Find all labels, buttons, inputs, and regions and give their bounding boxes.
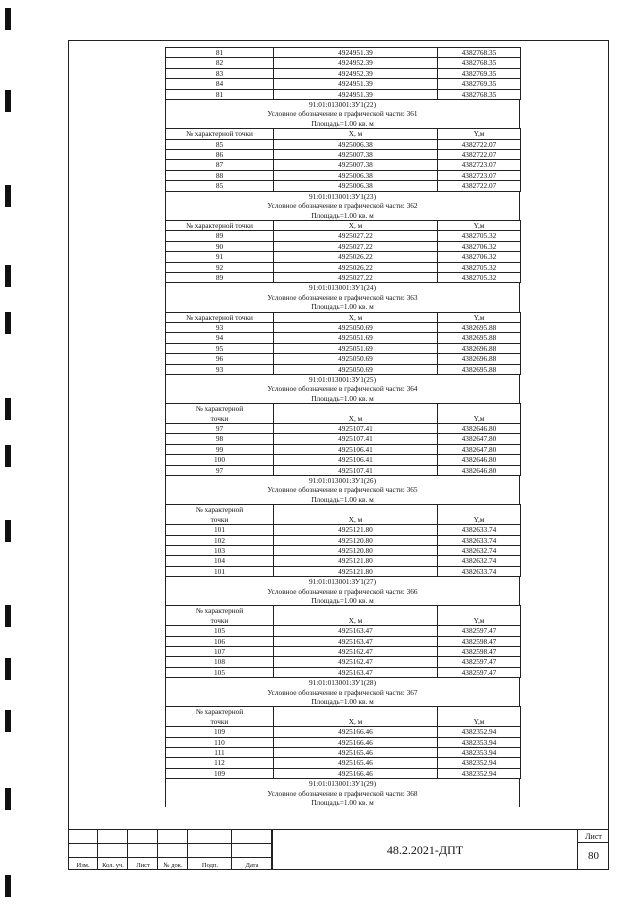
y-value: 4382696.88	[438, 354, 521, 364]
section-area: Площадь=1.00 кв. м	[165, 302, 520, 311]
point-number: 89	[166, 231, 274, 241]
header-point: № характерной точки	[166, 312, 274, 322]
section-legend: Условное обозначение в графической части: 366	[165, 587, 520, 596]
x-value: 4924952.39	[274, 68, 438, 78]
header-y: Y,м	[438, 129, 521, 139]
x-value: 4925027.22	[274, 241, 438, 251]
stamp-label-doc: № док.	[163, 862, 183, 869]
section-id: 91:01:013001:ЗУ1(27)	[165, 577, 520, 586]
section-area: Площадь=1.00 кв. м	[165, 798, 520, 807]
y-value: 4382632.74	[438, 545, 521, 555]
header-x: X, м	[274, 404, 438, 424]
x-value: 4925026.22	[274, 252, 438, 262]
point-number: 87	[166, 160, 274, 170]
binder-mark	[5, 398, 11, 420]
point-number: 101	[166, 525, 274, 535]
stamp-line	[68, 857, 272, 858]
header-point-line1: № характерной	[195, 505, 244, 515]
header-x: X, м	[274, 129, 438, 139]
point-number: 103	[166, 545, 274, 555]
y-value: 4382722.07	[438, 150, 521, 160]
y-value: 4382646.80	[438, 465, 521, 475]
table-row	[166, 424, 521, 434]
table-row	[166, 465, 521, 475]
table-header	[166, 312, 521, 322]
table-row	[166, 566, 521, 576]
y-value: 4382705.32	[438, 262, 521, 272]
point-number: 96	[166, 354, 274, 364]
y-value: 4382705.32	[438, 231, 521, 241]
y-value: 4382597.47	[438, 626, 521, 636]
header-y: Y,м	[438, 505, 521, 525]
y-value: 4382353.94	[438, 748, 521, 758]
x-value: 4925163.47	[274, 626, 438, 636]
y-value: 4382598.47	[438, 646, 521, 656]
y-value: 4382769.35	[438, 79, 521, 89]
x-value: 4925050.69	[274, 322, 438, 332]
table-row	[166, 58, 521, 68]
y-value: 4382352.94	[438, 758, 521, 768]
table-row	[166, 667, 521, 677]
point-number: 104	[166, 556, 274, 566]
x-value: 4925166.46	[274, 768, 438, 778]
y-value: 4382768.35	[438, 89, 521, 99]
sheet-number: 80	[588, 850, 599, 862]
header-x: X, м	[274, 606, 438, 626]
x-value: 4925166.46	[274, 737, 438, 747]
x-value: 4925121.80	[274, 566, 438, 576]
y-value: 4382768.35	[438, 48, 521, 58]
table-row	[166, 535, 521, 545]
table-row	[166, 89, 521, 99]
point-number: 81	[166, 48, 274, 58]
header-point	[166, 505, 274, 525]
table-row	[166, 241, 521, 251]
header-point-line2: точки	[210, 716, 229, 726]
x-value: 4925050.69	[274, 364, 438, 374]
x-value: 4925006.38	[274, 139, 438, 149]
x-value: 4924951.39	[274, 89, 438, 99]
table-row	[166, 636, 521, 646]
x-value: 4925027.22	[274, 231, 438, 241]
binder-mark	[5, 658, 11, 680]
y-value: 4382695.88	[438, 364, 521, 374]
table-row	[166, 556, 521, 566]
section-area: Площадь=1.00 кв. м	[165, 495, 520, 504]
point-number: 105	[166, 667, 274, 677]
binder-mark	[5, 875, 11, 897]
header-point: № характерной точки	[166, 129, 274, 139]
point-number: 109	[166, 727, 274, 737]
y-value: 4382768.35	[438, 58, 521, 68]
x-value: 4925121.80	[274, 556, 438, 566]
table-row	[166, 79, 521, 89]
table-row	[166, 343, 521, 353]
point-number: 91	[166, 252, 274, 262]
header-point-line2: точки	[210, 514, 229, 524]
x-value: 4925051.69	[274, 333, 438, 343]
point-number: 108	[166, 657, 274, 667]
point-number: 86	[166, 150, 274, 160]
y-value: 4382633.74	[438, 525, 521, 535]
coordinates-table	[165, 706, 521, 779]
table-row	[166, 252, 521, 262]
x-value: 4925121.80	[274, 525, 438, 535]
point-number: 101	[166, 566, 274, 576]
y-value: 4382647.80	[438, 444, 521, 454]
header-point-line1: № характерной	[195, 707, 244, 717]
header-point-line2: точки	[210, 615, 229, 625]
stamp-label-list: Лист	[136, 862, 150, 869]
x-value: 4925051.69	[274, 343, 438, 353]
point-number: 95	[166, 343, 274, 353]
header-point-line1: № характерной	[195, 404, 244, 414]
header-y: Y,м	[438, 404, 521, 424]
coordinates-table	[165, 403, 521, 476]
x-value: 4925027.22	[274, 272, 438, 282]
point-number: 97	[166, 465, 274, 475]
header-point-line1: № характерной	[195, 606, 244, 616]
section-id: 91:01:013001:ЗУ1(23)	[165, 192, 520, 201]
x-value: 4925106.41	[274, 444, 438, 454]
point-number: 109	[166, 768, 274, 778]
table-row	[166, 626, 521, 636]
x-value: 4925162.47	[274, 646, 438, 656]
y-value: 4382705.32	[438, 272, 521, 282]
table-row	[166, 160, 521, 170]
section-legend: Условное обозначение в графической части: 368	[165, 789, 520, 798]
y-value: 4382696.88	[438, 343, 521, 353]
stamp-label-sign: Подп.	[201, 862, 219, 869]
coordinates-table	[165, 312, 521, 375]
table-row	[166, 545, 521, 555]
binder-mark	[5, 8, 11, 30]
table-row	[166, 68, 521, 78]
table-row	[166, 139, 521, 149]
header-point	[166, 606, 274, 626]
binder-mark	[5, 788, 11, 810]
binder-mark	[5, 90, 11, 112]
x-value: 4925106.41	[274, 455, 438, 465]
y-value: 4382632.74	[438, 556, 521, 566]
point-number: 110	[166, 737, 274, 747]
point-number: 112	[166, 758, 274, 768]
y-value: 4382722.07	[438, 139, 521, 149]
coordinates-table	[165, 47, 521, 100]
x-value: 4925050.69	[274, 354, 438, 364]
table-row	[166, 322, 521, 332]
y-value: 4382722.07	[438, 181, 521, 191]
section-id: 91:01:013001:ЗУ1(22)	[165, 100, 520, 109]
binder-mark	[5, 710, 11, 732]
x-value: 4925006.38	[274, 170, 438, 180]
x-value: 4925107.41	[274, 465, 438, 475]
binder-mark	[5, 445, 11, 467]
y-value: 4382353.94	[438, 737, 521, 747]
binder-mark	[5, 520, 11, 542]
table-row	[166, 48, 521, 58]
table-header	[166, 606, 521, 626]
y-value: 4382706.32	[438, 252, 521, 262]
binder-mark	[5, 265, 11, 287]
table-row	[166, 646, 521, 656]
header-y: Y,м	[438, 312, 521, 322]
x-value: 4925007.38	[274, 150, 438, 160]
y-value: 4382597.47	[438, 657, 521, 667]
section-area: Площадь=1.00 кв. м	[165, 697, 520, 706]
header-point	[166, 404, 274, 424]
section-id: 91:01:013001:ЗУ1(26)	[165, 476, 520, 485]
document-code: 48.2.2021-ДПТ	[272, 829, 577, 870]
table-row	[166, 455, 521, 465]
x-value: 4924952.39	[274, 58, 438, 68]
x-value: 4925163.47	[274, 636, 438, 646]
coordinates-document	[165, 47, 520, 807]
stamp-line	[68, 843, 272, 844]
sheet-box	[577, 829, 609, 870]
table-row	[166, 272, 521, 282]
point-number: 85	[166, 181, 274, 191]
section-area: Площадь=1.00 кв. м	[165, 119, 520, 128]
x-value: 4925165.46	[274, 748, 438, 758]
header-point: № характерной точки	[166, 220, 274, 230]
y-value: 4382723.07	[438, 170, 521, 180]
header-y: Y,м	[438, 606, 521, 626]
x-value: 4925165.46	[274, 758, 438, 768]
coordinates-table	[165, 605, 521, 678]
point-number: 102	[166, 535, 274, 545]
y-value: 4382598.47	[438, 636, 521, 646]
point-number: 90	[166, 241, 274, 251]
y-value: 4382706.32	[438, 241, 521, 251]
header-point	[166, 707, 274, 727]
sheet-label: Лист	[578, 831, 609, 843]
y-value: 4382633.74	[438, 535, 521, 545]
table-row	[166, 657, 521, 667]
header-point-line2: точки	[210, 413, 229, 423]
table-row	[166, 748, 521, 758]
point-number: 105	[166, 626, 274, 636]
y-value: 4382695.88	[438, 333, 521, 343]
y-value: 4382646.80	[438, 424, 521, 434]
coordinates-table	[165, 504, 521, 577]
point-number: 106	[166, 636, 274, 646]
header-y: Y,м	[438, 220, 521, 230]
section-legend: Условное обозначение в графической части: 364	[165, 384, 520, 393]
x-value: 4925120.80	[274, 535, 438, 545]
point-number: 88	[166, 170, 274, 180]
table-row	[166, 333, 521, 343]
section-id: 91:01:013001:ЗУ1(28)	[165, 678, 520, 687]
x-value: 4925007.38	[274, 160, 438, 170]
x-value: 4925006.38	[274, 181, 438, 191]
table-row	[166, 150, 521, 160]
section-id: 91:01:013001:ЗУ1(29)	[165, 779, 520, 788]
point-number: 82	[166, 58, 274, 68]
coordinates-table	[165, 128, 521, 191]
binder-mark	[5, 185, 11, 207]
table-row	[166, 758, 521, 768]
section-id: 91:01:013001:ЗУ1(25)	[165, 375, 520, 384]
table-row	[166, 737, 521, 747]
table-header	[166, 404, 521, 424]
table-row	[166, 181, 521, 191]
section-legend: Условное обозначение в графической части: 367	[165, 688, 520, 697]
y-value: 4382769.35	[438, 68, 521, 78]
y-value: 4382647.80	[438, 434, 521, 444]
table-row	[166, 434, 521, 444]
y-value: 4382723.07	[438, 160, 521, 170]
x-value: 4925163.47	[274, 667, 438, 677]
y-value: 4382597.47	[438, 667, 521, 677]
table-row	[166, 231, 521, 241]
header-x: X, м	[274, 312, 438, 322]
header-y: Y,м	[438, 707, 521, 727]
y-value: 4382352.94	[438, 727, 521, 737]
x-value: 4925166.46	[274, 727, 438, 737]
table-row	[166, 727, 521, 737]
x-value: 4925026.22	[274, 262, 438, 272]
section-area: Площадь=1.00 кв. м	[165, 394, 520, 403]
point-number: 100	[166, 455, 274, 465]
point-number: 111	[166, 748, 274, 758]
point-number: 107	[166, 646, 274, 656]
header-x: X, м	[274, 707, 438, 727]
point-number: 93	[166, 364, 274, 374]
section-legend: Условное обозначение в графической части: 361	[165, 109, 520, 118]
section-id: 91:01:013001:ЗУ1(24)	[165, 283, 520, 292]
y-value: 4382633.74	[438, 566, 521, 576]
x-value: 4925107.41	[274, 434, 438, 444]
x-value: 4924951.39	[274, 79, 438, 89]
binder-mark	[5, 312, 11, 334]
point-number: 93	[166, 322, 274, 332]
point-number: 85	[166, 139, 274, 149]
section-area: Площадь=1.00 кв. м	[165, 211, 520, 220]
section-legend: Условное обозначение в графической части: 362	[165, 201, 520, 210]
section-area: Площадь=1.00 кв. м	[165, 596, 520, 605]
point-number: 84	[166, 79, 274, 89]
stamp-label-izm: Изм.	[76, 862, 90, 869]
table-row	[166, 525, 521, 535]
point-number: 81	[166, 89, 274, 99]
stamp-label-date: Дата	[245, 862, 259, 869]
table-row	[166, 170, 521, 180]
y-value: 4382695.88	[438, 322, 521, 332]
point-number: 97	[166, 424, 274, 434]
point-number: 99	[166, 444, 274, 454]
point-number: 83	[166, 68, 274, 78]
y-value: 4382646.80	[438, 455, 521, 465]
table-header	[166, 707, 521, 727]
binder-mark	[5, 605, 11, 627]
table-header	[166, 220, 521, 230]
table-row	[166, 444, 521, 454]
point-number: 98	[166, 434, 274, 444]
section-legend: Условное обозначение в графической части: 365	[165, 485, 520, 494]
x-value: 4925162.47	[274, 657, 438, 667]
section-legend: Условное обозначение в графической части: 363	[165, 293, 520, 302]
x-value: 4924951.39	[274, 48, 438, 58]
point-number: 92	[166, 262, 274, 272]
header-x: X, м	[274, 505, 438, 525]
table-row	[166, 262, 521, 272]
point-number: 89	[166, 272, 274, 282]
table-row	[166, 768, 521, 778]
x-value: 4925107.41	[274, 424, 438, 434]
coordinates-table	[165, 220, 521, 283]
header-x: X, м	[274, 220, 438, 230]
table-header	[166, 129, 521, 139]
x-value: 4925120.80	[274, 545, 438, 555]
table-row	[166, 364, 521, 374]
y-value: 4382352.94	[438, 768, 521, 778]
table-header	[166, 505, 521, 525]
stamp-label-kol: Кол. уч.	[102, 862, 124, 869]
point-number: 94	[166, 333, 274, 343]
table-row	[166, 354, 521, 364]
